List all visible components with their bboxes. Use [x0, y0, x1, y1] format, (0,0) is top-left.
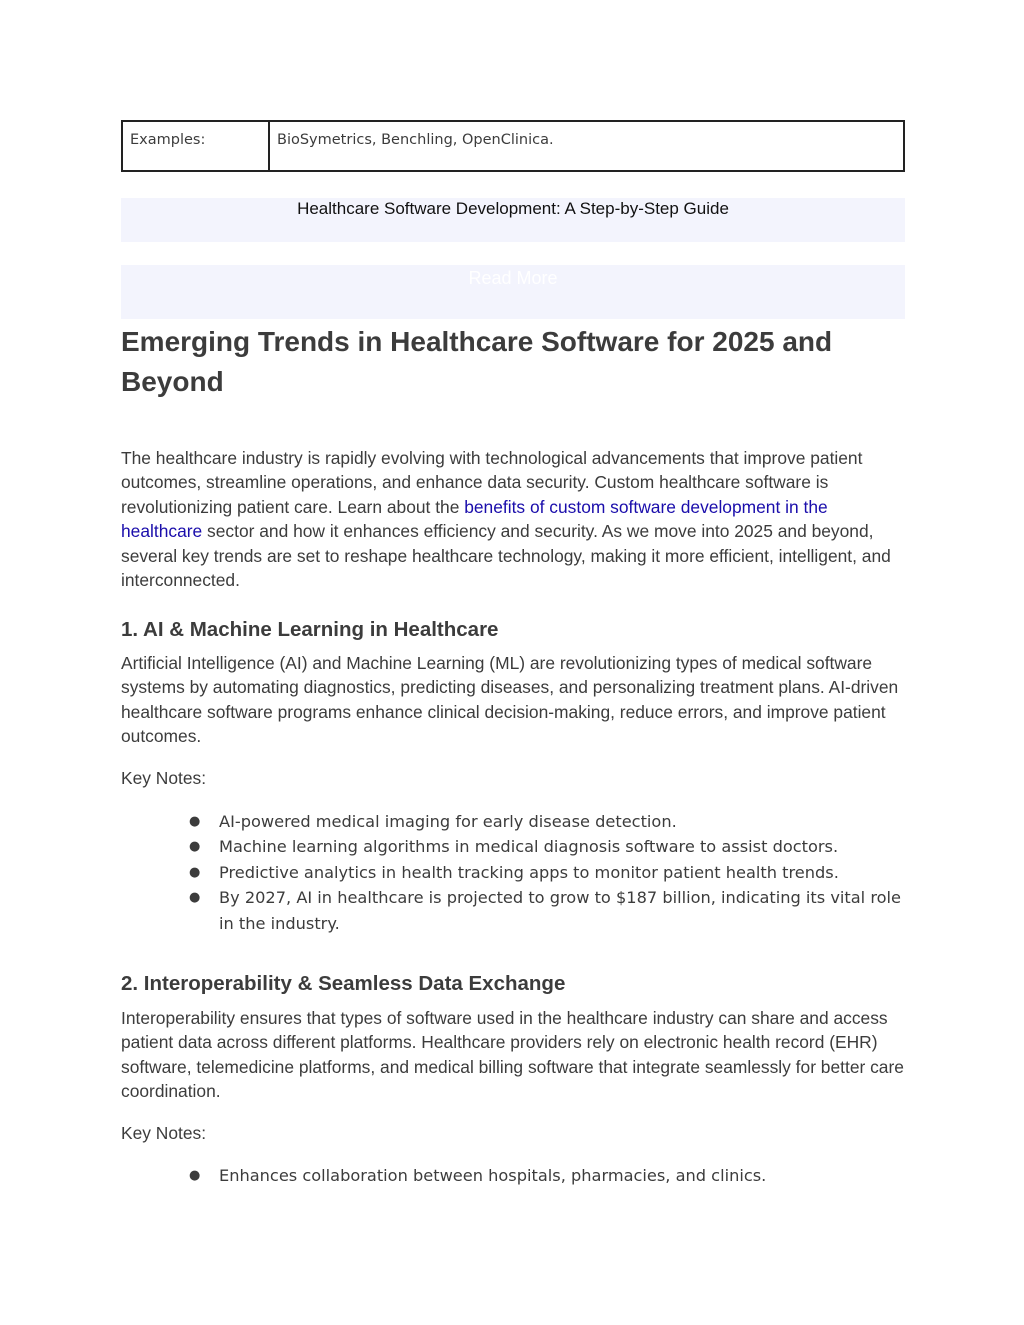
section-heading-interoperability: 2. Interoperability & Seamless Data Exchange: [121, 972, 566, 995]
custom-software-benefits-link[interactable]: benefits of custom software development in the healthcare: [121, 496, 828, 542]
key-notes-label: Key Notes:: [121, 768, 207, 788]
bullet-icon: ●: [189, 890, 201, 906]
examples-label-cell: Examples:: [122, 121, 269, 171]
list-item: [189, 885, 905, 936]
read-more-button[interactable]: Read More: [121, 265, 905, 319]
page-title: Emerging Trends in Healthcare Software for 2025 and Beyond: [121, 326, 833, 397]
list-item: [189, 1163, 905, 1188]
bullet-icon: ●: [189, 864, 201, 880]
intro-text-before: The healthcare industry is rapidly evolving with technological advancements that improve patient outcomes, streamline operations, and enhance data security. Custom healthcare software is revolutionizing patient care. Learn about the: [121, 448, 863, 517]
bullet-icon: ●: [189, 814, 201, 829]
related-guide-title[interactable]: Healthcare Software Development: A Step-by-Step Guide: [297, 199, 729, 218]
table-row: [122, 121, 904, 171]
section-heading-ai-ml: 1. AI & Machine Learning in Healthcare: [121, 618, 499, 641]
intro-paragraph: [121, 446, 905, 592]
key-notes-label: Key Notes:: [121, 1123, 207, 1143]
related-guide-banner[interactable]: [121, 198, 905, 242]
list-item-text: By 2027, AI in healthcare is projected to grow to $187 billion, indicating its vital role in the industry.: [219, 888, 901, 933]
section-body-ai-ml: Artificial Intelligence (AI) and Machine Learning (ML) are revolutionizing types of medical software systems by automating diagnostics, predicting diseases, and personalizing treatment plans. AI-driven healthcare software programs enhance clinical decision-making, reduce errors, and improve patient outcomes.: [121, 653, 899, 747]
examples-table: [121, 120, 905, 172]
list-item-text: AI-powered medical imaging for early disease detection.: [219, 812, 677, 831]
list-item-text: Machine learning algorithms in medical diagnosis software to assist doctors.: [219, 837, 839, 857]
list-item: [189, 860, 905, 885]
section-body-interoperability: Interoperability ensures that types of software used in the healthcare industry can share and access patient data across different platforms. Healthcare providers rely on electronic health record (EHR) software, telemedicine platforms, and medical billing software that integrate seamlessly for better care coordination.: [121, 1008, 904, 1102]
bullet-icon: ●: [189, 1168, 201, 1183]
intro-text-after: sector and how it enhances efficiency and security. As we move into 2025 and beyond, several key trends are set to reshape healthcare technology, making it more efficient, intelligent, and interconnected.: [121, 521, 891, 591]
list-item: [189, 809, 905, 834]
examples-value-cell: BioSymetrics, Benchling, OpenClinica.: [269, 121, 904, 171]
list-item: [189, 834, 905, 859]
bullet-icon: ●: [189, 839, 201, 855]
list-item-text: Predictive analytics in health tracking apps to monitor patient health trends.: [219, 862, 839, 882]
list-item-text: Enhances collaboration between hospitals, pharmacies, and clinics.: [219, 1166, 767, 1185]
key-notes-list: [189, 809, 905, 936]
key-notes-list: [189, 1163, 905, 1188]
